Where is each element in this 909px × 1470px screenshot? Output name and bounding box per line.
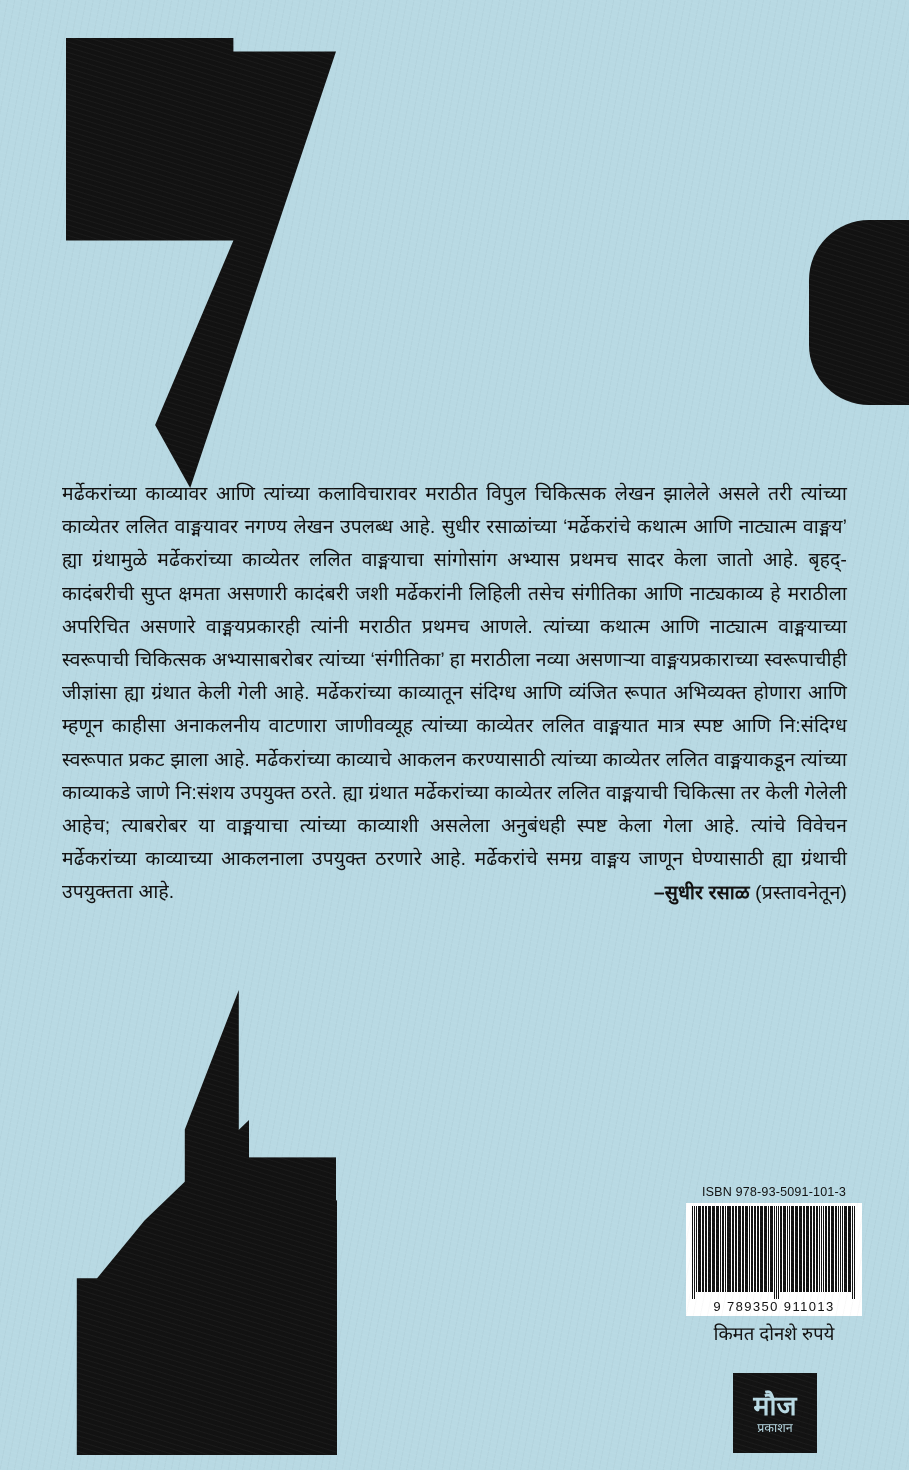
blurb-attribution xyxy=(62,877,847,910)
attribution-source: (प्रस्तावनेतून) xyxy=(755,881,847,904)
publisher-logo xyxy=(733,1373,817,1453)
decorative-shape-top xyxy=(66,38,336,488)
attribution-author: –सुधीर रसाळ xyxy=(653,881,750,904)
decorative-shape-right xyxy=(809,220,909,405)
barcode-image xyxy=(686,1203,862,1299)
isbn-label: ISBN 978-93-5091-101-3 xyxy=(701,1185,847,1199)
barcode-digits: 9 789350 911013 xyxy=(686,1299,862,1316)
publisher-logo-line2: प्रकाशन xyxy=(757,1420,793,1435)
price-text: किमत दोनशे रुपये xyxy=(713,1323,835,1344)
blurb-text: मर्ढेकरांच्या काव्यावर आणि त्यांच्या कलाविचारावर मराठीत विपुल चिकित्सक लेखन झालेले असले तरी त्यांच्या काव्येतर ललित वाङ्मयावर नगण्य लेखन उपलब्ध आहे. सुधीर रसाळांच्या ‘मर्ढेकरांचे कथात्म आणि नाट्यात्म वाङ्मय’ ह्या ग्रंथामुळे मर्ढेकरांच्या काव्येतर ललित वाङ्मयाचा सांगोसांग अभ्यास प्रथमच सादर केला जातो आहे. बृहद्-कादंबरीची सुप्त क्षमता असणारी कादंबरी जशी मर्ढेकरांनी लिहिली तसेच संगीतिका आणि नाट्यकाव्य हे मराठीला अपरिचित असणारे वाङ्मयप्रकारही त्यांनी मराठीत प्रथमच आणले. त्यांच्या कथात्म आणि नाट्यात्म वाङ्मयाच्या स्वरूपाची चिकित्सक अभ्यासाबरोबर त्यांच्या ‘संगीतिका’ हा मराठीला नव्या असणाऱ्या वाङ्मयप्रकाराच्या स्वरूपाचीही जीज्ञांसा ह्या ग्रंथात केली गेली आहे. मर्ढेकरांच्या काव्यातून संदिग्ध आणि व्यंजित रूपात अभिव्यक्त होणारा आणि म्हणून काहीसा अनाकलनीय वाटणारा जाणीवव्यूह त्यांच्या काव्येतर ललित वाङ्मयात मात्र स्पष्ट आणि नि:संदिग्ध स्वरूपात प्रकट झाला आहे. मर्ढेकरांच्या काव्याचे आकलन करण्यासाठी त्यांच्या काव्येतर ललित वाङ्मयाकडून त्यांच्या काव्याकडे जाणे नि:संशय उपयुक्त ठरते. ह्या ग्रंथात मर्ढेकरांच्या काव्येतर ललित वाङ्मयाची चिकित्सा तर केली गेलेली आहेच; त्याबरोबर या वाङ्मयाचा त्यांच्या काव्याशी असलेला अनुबंधही स्पष्ट केला गेला आहे. त्यांचे विवेचन मर्ढेकरांच्या काव्याच्या आकलनाला उपयुक्त ठरणारे आहे. मर्ढेकरांचे समग्र वाङ्मय जाणून घेण्यासाठी ह्या ग्रंथाची उपयुक्तता आहे. xyxy=(62,483,847,904)
publisher-logo-line1: मौज xyxy=(753,1390,797,1421)
isbn-block xyxy=(686,1185,862,1346)
back-cover-blurb xyxy=(62,478,847,910)
